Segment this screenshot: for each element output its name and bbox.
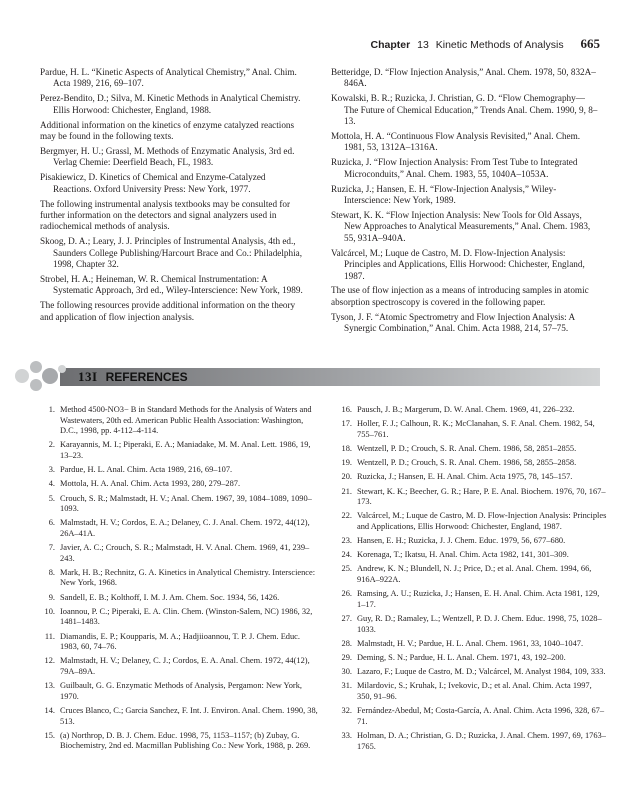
reference-number: 1. — [48, 405, 55, 414]
suggested-readings-left-column — [40, 67, 305, 327]
reference-text: Javier, A. C.; Crouch, S. R.; Malmstadt, H. V. Anal. Chem. 1969, 41, 239–243. — [60, 543, 310, 563]
reference-number: 11. — [44, 631, 55, 641]
reference-text: Holman, D. A.; Christian, G. D.; Ruzicka, J. Anal. Chem. 1997, 69, 1763–1765. — [357, 730, 606, 751]
reading-entry: Pardue, H. L. “Kinetic Aspects of Analytical Chemistry,” Anal. Chim. Acta 1989, 216, 69–107. — [40, 67, 297, 89]
reference-text: Milardovic, S.; Kruhak, I.; Ivekovic, D.; et al. Anal. Chim. Acta 1997, 350, 91–96. — [357, 681, 592, 701]
reading-entry: Stewart, K. K. “Flow Injection Analysis: New Tools for Old Assays, New Approaches to Analytical Measurements,” Anal. Chem. 1983, 55, 931A–940A. — [331, 209, 591, 243]
reading-intro: The following resources provide additional information on the theory and application of flow injection analysis. — [40, 300, 296, 322]
reference-text: Hansen, E. H.; Ruzicka, J. J. Chem. Educ. 1979, 56, 677–680. — [357, 536, 566, 546]
reference-text: Crouch, S. R.; Malmstadt, H. V.; Anal. Chem. 1967, 39, 1084–1089, 1090–1093. — [60, 493, 312, 514]
reading-entry: Perez-Bendito, D.; Silva, M. Kinetic Methods in Analytical Chemistry. Ellis Horwood: Chichester, England, 1988. — [40, 93, 301, 115]
reference-item — [337, 653, 607, 664]
reference-text: Method 4500-NO3− B in Standard Methods for the Analysis of Waters and Wastewaters, 20th ed. American Public Health Association: Washington, D.C., 1998, pp. 4-112–4-114. — [60, 405, 312, 436]
reading-entry: Ruzicka, J.; Hansen, E. H. “Flow-Injection Analysis,” Wiley-Interscience: New York, 1989. — [331, 183, 557, 206]
reference-text: Diamandis, E. P.; Koupparis, M. A.; Hadjiioannou, T. P. J. Chem. Educ. 1983, 60, 74–76. — [60, 631, 300, 652]
reference-text: Ioannou, P. C.; Piperaki, E. A. Clin. Chem. (Winston-Salem, NC) 1986, 32, 1481–1483. — [60, 606, 313, 627]
reference-text: Valcárcel, M.; Luque de Castro, M. D. Flow-Injection Analysis: Principles and Applications, Ellis Horwood: Chichester, England, 1987. — [357, 511, 607, 531]
reference-number: 18. — [341, 443, 352, 453]
reference-item — [40, 405, 318, 437]
reference-text: Mark, H. B.; Rechnitz, G. A. Kinetics in Analytical Chemistry. Interscience: New York, 1968. — [60, 567, 316, 588]
reference-text: Guy, R. D.; Ramaley, L.; Wentzell, P. D. J. Chem. Educ. 1998, 75, 1028–1033. — [357, 614, 602, 634]
reference-text: Sandell, E. B.; Kolthoff, I. M. J. Am. Chem. Soc. 1934, 56, 1426. — [60, 592, 280, 602]
reference-number: 2. — [48, 440, 55, 450]
reference-text: Wentzell, P. D.; Crouch, S. R. Anal. Chem. 1986, 58, 2855–2858. — [357, 458, 577, 468]
chapter-title: Kinetic Methods of Analysis — [435, 39, 564, 51]
reference-text: Fernández-Abedul, M; Costa-García, A. Anal. Chim. Acta 1996, 328, 67–71. — [357, 706, 605, 726]
reading-entry: Mottola, H. A. “Continuous Flow Analysis Revisited,” Anal. Chem. 1981, 53, 1312A–1316A. — [331, 131, 581, 153]
chapter-number: 13 — [417, 39, 429, 51]
reference-number: 21. — [341, 486, 352, 496]
reference-text: (a) Northrop, D. B. J. Chem. Educ. 1998, 75, 1153–1157; (b) Zubay, G. Biochemistry, 2nd ed. Macmillan Publishing Co.: New York, 1988, p. 269. — [60, 730, 311, 751]
section-number: 13I — [78, 369, 98, 384]
reference-text: Ruzicka, J.; Hansen, E. H. Anal. Chim. Acta 1975, 78, 145–157. — [357, 472, 573, 482]
reading-entry: Ruzicka, J. “Flow Injection Analysis: From Test Tube to Integrated Microconduits,” Anal. Chem. 1983, 55, 1040A–1053A. — [331, 157, 578, 179]
reference-number: 12. — [44, 656, 55, 666]
running-header — [40, 36, 600, 52]
reference-item — [337, 550, 607, 561]
reference-number: 28. — [341, 638, 352, 648]
reference-item — [337, 444, 607, 455]
reference-number: 14. — [44, 705, 55, 715]
reading-entry: Pisakiewicz, D. Kinetics of Chemical and Enzyme-Catalyzed Reactions. Oxford University Press: New York, 1977. — [40, 172, 266, 194]
reading-entry: Kowalski, B. R.; Ruzicka, J. Christian, G. D. “Flow Chemography—The Future of Chemical Education,” Trends Anal. Chem. 1990, 9, 8–13. — [331, 93, 598, 127]
reading-intro: The use of flow injection as a means of introducing samples in atomic absorption spectroscopy is covered in the following paper. — [331, 285, 589, 307]
reference-text: Wentzell, P. D.; Crouch, S. R. Anal. Chem. 1986, 58, 2851–2855. — [357, 443, 577, 453]
reference-number: 25. — [341, 564, 352, 574]
references-section-banner — [0, 357, 640, 395]
reference-text: Deming, S. N.; Pardue, H. L. Anal. Chem. 1971, 43, 192–200. — [357, 653, 566, 662]
reference-number: 20. — [341, 472, 352, 482]
page-number: 665 — [580, 36, 600, 51]
reference-item — [40, 681, 318, 702]
reference-item — [337, 731, 607, 752]
reference-item — [40, 465, 318, 476]
reference-text: Cruces Blanco, C.; Garcia Sanchez, F. Int. J. Environ. Anal. Chem. 1990, 38, 513. — [60, 705, 318, 726]
reference-item — [40, 593, 318, 604]
reference-text: Stewart, K. K.; Beecher, G. R.; Hare, P. E. Anal. Biochem. 1976, 70, 167–173. — [357, 486, 606, 507]
reference-item — [337, 536, 607, 547]
reference-number: 15. — [44, 730, 55, 740]
reference-number: 13. — [44, 681, 55, 691]
reference-number: 10. — [44, 606, 55, 616]
reference-item — [40, 479, 318, 490]
reference-number: 33. — [341, 730, 352, 740]
reference-number: 9. — [48, 592, 55, 602]
reference-item — [337, 458, 607, 469]
reference-number: 16. — [341, 405, 352, 414]
section-title: REFERENCES — [105, 370, 188, 384]
reference-number: 6. — [48, 518, 55, 528]
reference-item — [40, 632, 318, 653]
reading-intro: Additional information on the kinetics of enzyme catalyzed reactions may be found in the following texts. — [40, 119, 295, 142]
reference-text: Pausch, J. B.; Margerum, D. W. Anal. Chem. 1969, 41, 226–232. — [357, 405, 575, 414]
reference-number: 7. — [48, 543, 55, 553]
reference-item — [40, 568, 318, 589]
reference-number: 29. — [341, 653, 352, 662]
reading-intro: The following instrumental analysis textbooks may be consulted for further information on the detectors and signal analyzers used in radiochemical methods of analysis. — [40, 198, 291, 232]
reference-item — [337, 511, 607, 532]
reference-number: 8. — [48, 567, 55, 577]
reference-text: Malmstadt, H. V.; Cordos, E. A.; Delaney, C. J. Anal. Chem. 1972, 44(12), 26A–41A. — [60, 518, 310, 538]
reference-text: Mottola, H. A. Anal. Chim. Acta 1993, 280, 279–287. — [60, 479, 241, 489]
reference-number: 24. — [341, 550, 352, 560]
reference-number: 3. — [48, 465, 55, 475]
section-heading — [78, 368, 188, 386]
references-right-column — [337, 405, 607, 756]
references-left-column — [40, 405, 318, 756]
reference-item — [40, 518, 318, 539]
reading-entry: Strobel, H. A.; Heineman, W. R. Chemical Instrumentation: A Systematic Approach, 3rd ed., Wiley-Interscience: New York, 1989. — [40, 274, 303, 296]
reference-text: Andrew, K. N.; Blundell, N. J.; Price, D.; et al. Anal. Chem. 1994, 66, 916A–922A. — [357, 564, 592, 585]
reference-item — [337, 564, 607, 585]
reference-text: Pardue, H. L. Anal. Chim. Acta 1989, 216, 69–107. — [60, 465, 233, 475]
reference-text: Malmstadt, H. V.; Pardue, H. L. Anal. Chem. 1961, 33, 1040–1047. — [357, 638, 584, 648]
reference-item — [40, 731, 318, 752]
reading-entry: Skoog, D. A.; Leary, J. J. Principles of Instrumental Analysis, 4th ed., Saunders College Publishing/Harcourt Brace and Co.: Philadelphia, 1998, Chapter 32. — [40, 236, 303, 270]
reference-text: Guilbault, G. G. Enzymatic Methods of Analysis, Pergamon: New York, 1970. — [60, 681, 303, 701]
reference-item — [40, 543, 318, 564]
reading-entry: Tyson, J. F. “Atomic Spectrometry and Flow Injection Analysis: A Synergic Combination,” Anal. Chim. Acta 1988, 214, 57–75. — [331, 311, 575, 334]
reference-item — [337, 419, 607, 440]
reference-item — [337, 614, 607, 635]
chapter-word: Chapter — [370, 39, 411, 51]
reference-number: 17. — [341, 419, 352, 429]
reference-item — [337, 472, 607, 483]
reference-number: 27. — [341, 614, 352, 624]
reference-item — [337, 405, 607, 416]
reference-item — [40, 494, 318, 515]
reference-item — [40, 656, 318, 677]
molecule-dots-icon — [12, 357, 72, 395]
reading-entry: Bergmyer, H. U.; Grassl, M. Methods of Enzymatic Analysis, 3rd ed. Verlag Chemie: Deerfield Beach, FL, 1983. — [40, 145, 295, 168]
reference-number: 32. — [341, 706, 352, 716]
reference-item — [337, 487, 607, 508]
reference-number: 31. — [341, 681, 352, 691]
reference-text: Korenaga, T.; Ikatsu, H. Anal. Chim. Acta 1982, 141, 301–309. — [357, 550, 569, 560]
reference-text: Lazaro, F.; Luque de Castro, M. D.; Valcárcel, M. Analyst 1984, 109, 333. — [357, 667, 606, 677]
reference-number: 22. — [341, 511, 352, 521]
reference-item — [337, 681, 607, 702]
reference-item — [40, 440, 318, 461]
reference-number: 26. — [341, 589, 352, 599]
reference-number: 23. — [341, 536, 352, 546]
reference-item — [337, 589, 607, 610]
reference-text: Karayannis, M. I.; Piperaki, E. A.; Maniadake, M. M. Anal. Lett. 1986, 19, 13–23. — [60, 440, 311, 460]
reference-item — [337, 639, 607, 650]
reference-item — [40, 706, 318, 727]
reference-number: 19. — [341, 458, 352, 468]
reference-item — [337, 706, 607, 727]
reference-number: 5. — [48, 493, 55, 503]
reading-entry: Valcárcel, M.; Luque de Castro, M. D. Flow-Injection Analysis: Principles and Applications, Ellis Horwood: Chichester, England, 1987. — [331, 247, 585, 281]
reference-number: 30. — [341, 667, 352, 677]
reference-text: Holler, F. J.; Calhoun, R. K.; McClanahan, S. F. Anal. Chem. 1982, 54, 755–761. — [357, 419, 595, 439]
reference-text: Ramsing, A. U.; Ruzicka, J.; Hansen, E. H. Anal. Chim. Acta 1981, 129, 1–17. — [357, 589, 600, 609]
reference-number: 4. — [48, 479, 55, 489]
reference-item — [40, 607, 318, 628]
reference-item — [337, 667, 607, 678]
reference-text: Malmstadt, H. V.; Delaney, C. J.; Cordos, E. A. Anal. Chem. 1972, 44(12), 79A–89A. — [60, 656, 310, 676]
reading-entry: Betteridge, D. “Flow Injection Analysis,” Anal. Chem. 1978, 50, 832A–846A. — [331, 67, 596, 89]
suggested-readings-right-column — [331, 67, 599, 338]
